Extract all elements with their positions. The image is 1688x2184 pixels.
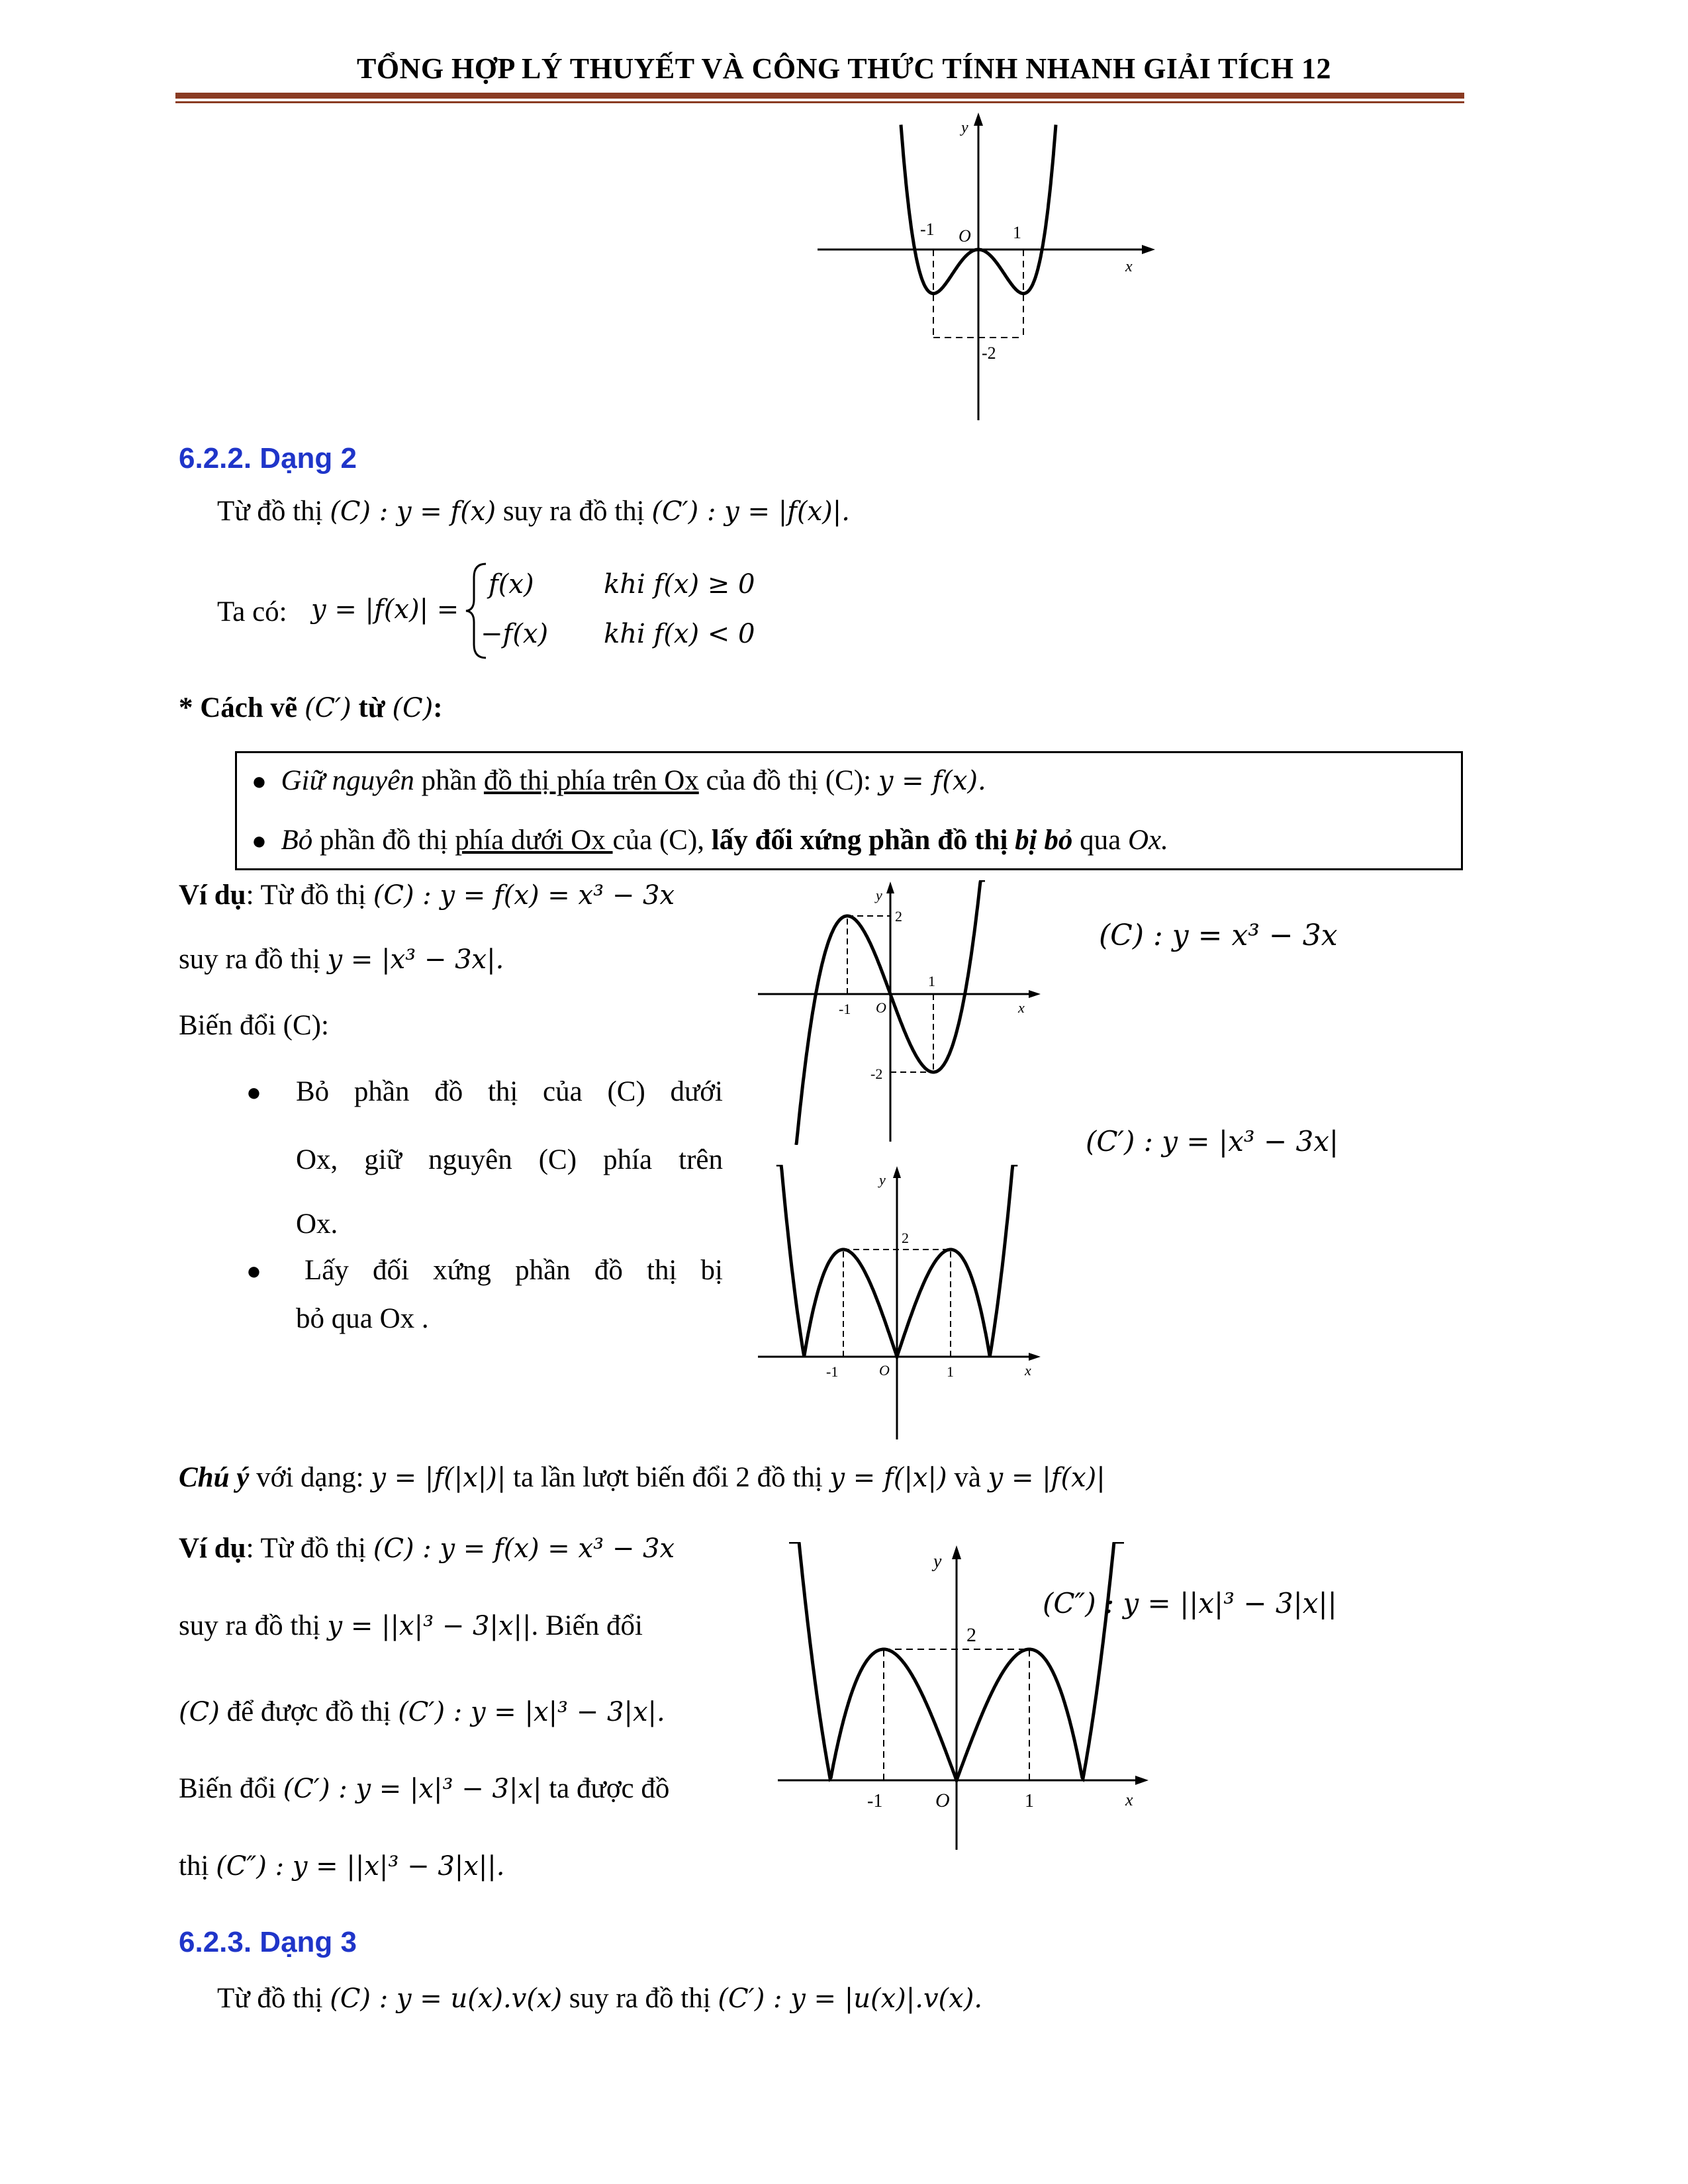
g2-tick-p1: 1 <box>928 973 935 989</box>
g3-tick-p1: 1 <box>947 1363 954 1380</box>
g2-y-label: y <box>876 887 882 903</box>
g4-tick-p1: 1 <box>1025 1791 1034 1811</box>
g4-tick-p2: 2 <box>966 1624 976 1646</box>
g2-tick-m2: -2 <box>870 1066 883 1082</box>
g2-origin-label: O <box>876 999 886 1016</box>
g3-tick-m1: -1 <box>826 1363 839 1380</box>
g3-y-label: y <box>879 1171 886 1188</box>
g2-tick-p2: 2 <box>895 908 902 925</box>
section-title-dang2: 6.2.2. Dạng 2 <box>179 442 357 475</box>
dang3-line1: Từ đồ thị (C) : y = u(x).v(x) suy ra đồ thị (C′) : y = |u(x)|.v(x). <box>217 1983 983 2014</box>
g2-tick-m1: -1 <box>839 1001 851 1017</box>
g3-origin-label: O <box>879 1362 890 1379</box>
label-C3: (C″) : y = ||x|³ − 3|x|| <box>1043 1587 1337 1619</box>
header-rule-thin <box>175 101 1464 103</box>
vd1-line3: Biến đổi (C): <box>179 1010 329 1041</box>
vd2-line4: Biến đổi (C′) : y = |x|³ − 3|x| ta được đồ <box>179 1773 670 1804</box>
vd1-bullet1-l2: Ox, giữ nguyên (C) phía trên <box>296 1144 723 1175</box>
cachve-heading: * Cách vẽ (C′) từ (C): <box>179 692 443 723</box>
box-bullet-2: ● Bỏ phần đồ thị phía dưới Ox của (C), lấy đối xứng phần đồ thị bị bỏ qua Ox. <box>252 825 1168 856</box>
vd1-bullet1-l1: Bỏ phần đồ thị của (C) dưới <box>296 1076 723 1107</box>
g4-y-label: y <box>933 1551 942 1572</box>
taco-lhs: y = |f(x)| = <box>311 594 459 625</box>
g3-x-label: x <box>1025 1362 1031 1379</box>
vd1-bullet2-l1: Lấy đối xứng phần đồ thị bị <box>305 1255 723 1286</box>
vd1-bullet1-dot: ● <box>246 1079 261 1107</box>
vd1-bullet1-l3: Ox. <box>296 1208 338 1240</box>
dang2-line1: Từ đồ thị (C) : y = f(x) suy ra đồ thị (C′) : y = |f(x)|. <box>217 496 850 527</box>
g4-tick-m1: -1 <box>867 1791 883 1811</box>
g3-tick-p2: 2 <box>902 1230 909 1246</box>
case1-expr: f(x) <box>489 569 534 600</box>
g1-tick-p1: 1 <box>1013 223 1021 242</box>
vd2-line2: suy ra đồ thị y = ||x|³ − 3|x||. Biến đổi <box>179 1610 643 1641</box>
graph-abs-cubic <box>755 1165 1046 1443</box>
box-bullet-1: ● Giữ nguyên phần đồ thị phía trên Ox của đồ thị (C): y = f(x). <box>252 765 986 796</box>
page-header-title: TỔNG HỢP LÝ THUYẾT VÀ CÔNG THỨC TÍNH NHANH GIẢI TÍCH 12 <box>356 52 1332 85</box>
case2-cond: khi f(x) < 0 <box>604 619 755 649</box>
vd2-line1: Ví dụ: Từ đồ thị (C) : y = f(x) = x³ − 3x <box>179 1533 675 1564</box>
g2-x-label: x <box>1018 999 1025 1016</box>
vd2-line5: thị (C″) : y = ||x|³ − 3|x||. <box>179 1850 505 1882</box>
vd2-line3: (C) để được đồ thị (C′) : y = |x|³ − 3|x|. <box>179 1696 665 1727</box>
taco-label: Ta có: <box>217 596 287 627</box>
case1-cond: khi f(x) ≥ 0 <box>604 569 755 600</box>
g1-origin-label: O <box>959 226 971 246</box>
case2-expr: −f(x) <box>481 619 549 649</box>
g1-x-label: x <box>1125 258 1133 275</box>
g4-x-label: x <box>1125 1790 1133 1809</box>
label-C: (C) : y = x³ − 3x <box>1099 919 1338 952</box>
g4-origin-label: O <box>935 1790 950 1811</box>
header-rule-thick <box>175 93 1464 99</box>
g1-tick-m2: -2 <box>982 343 996 363</box>
label-C2: (C′) : y = |x³ − 3x| <box>1086 1125 1339 1158</box>
graph-cubic <box>755 880 1046 1145</box>
chuy-line: Chú ý với dạng: y = |f(|x|)| ta lần lượt biến đổi 2 đồ thị y = f(|x|) và y = |f(x)| <box>179 1462 1105 1493</box>
vd1-line2: suy ra đồ thị y = |x³ − 3x|. <box>179 944 504 975</box>
vd1-line1: Ví dụ: Từ đồ thị (C) : y = f(x) = x³ − 3x <box>179 880 675 911</box>
g1-tick-m1: -1 <box>920 220 935 239</box>
section-title-dang3: 6.2.3. Dạng 3 <box>179 1926 357 1958</box>
graph-w-shape <box>814 113 1158 424</box>
vd1-bullet2-dot: ● <box>246 1257 261 1285</box>
g1-y-label: y <box>961 119 968 136</box>
vd1-bullet2-l2: bỏ qua Ox . <box>296 1303 429 1334</box>
